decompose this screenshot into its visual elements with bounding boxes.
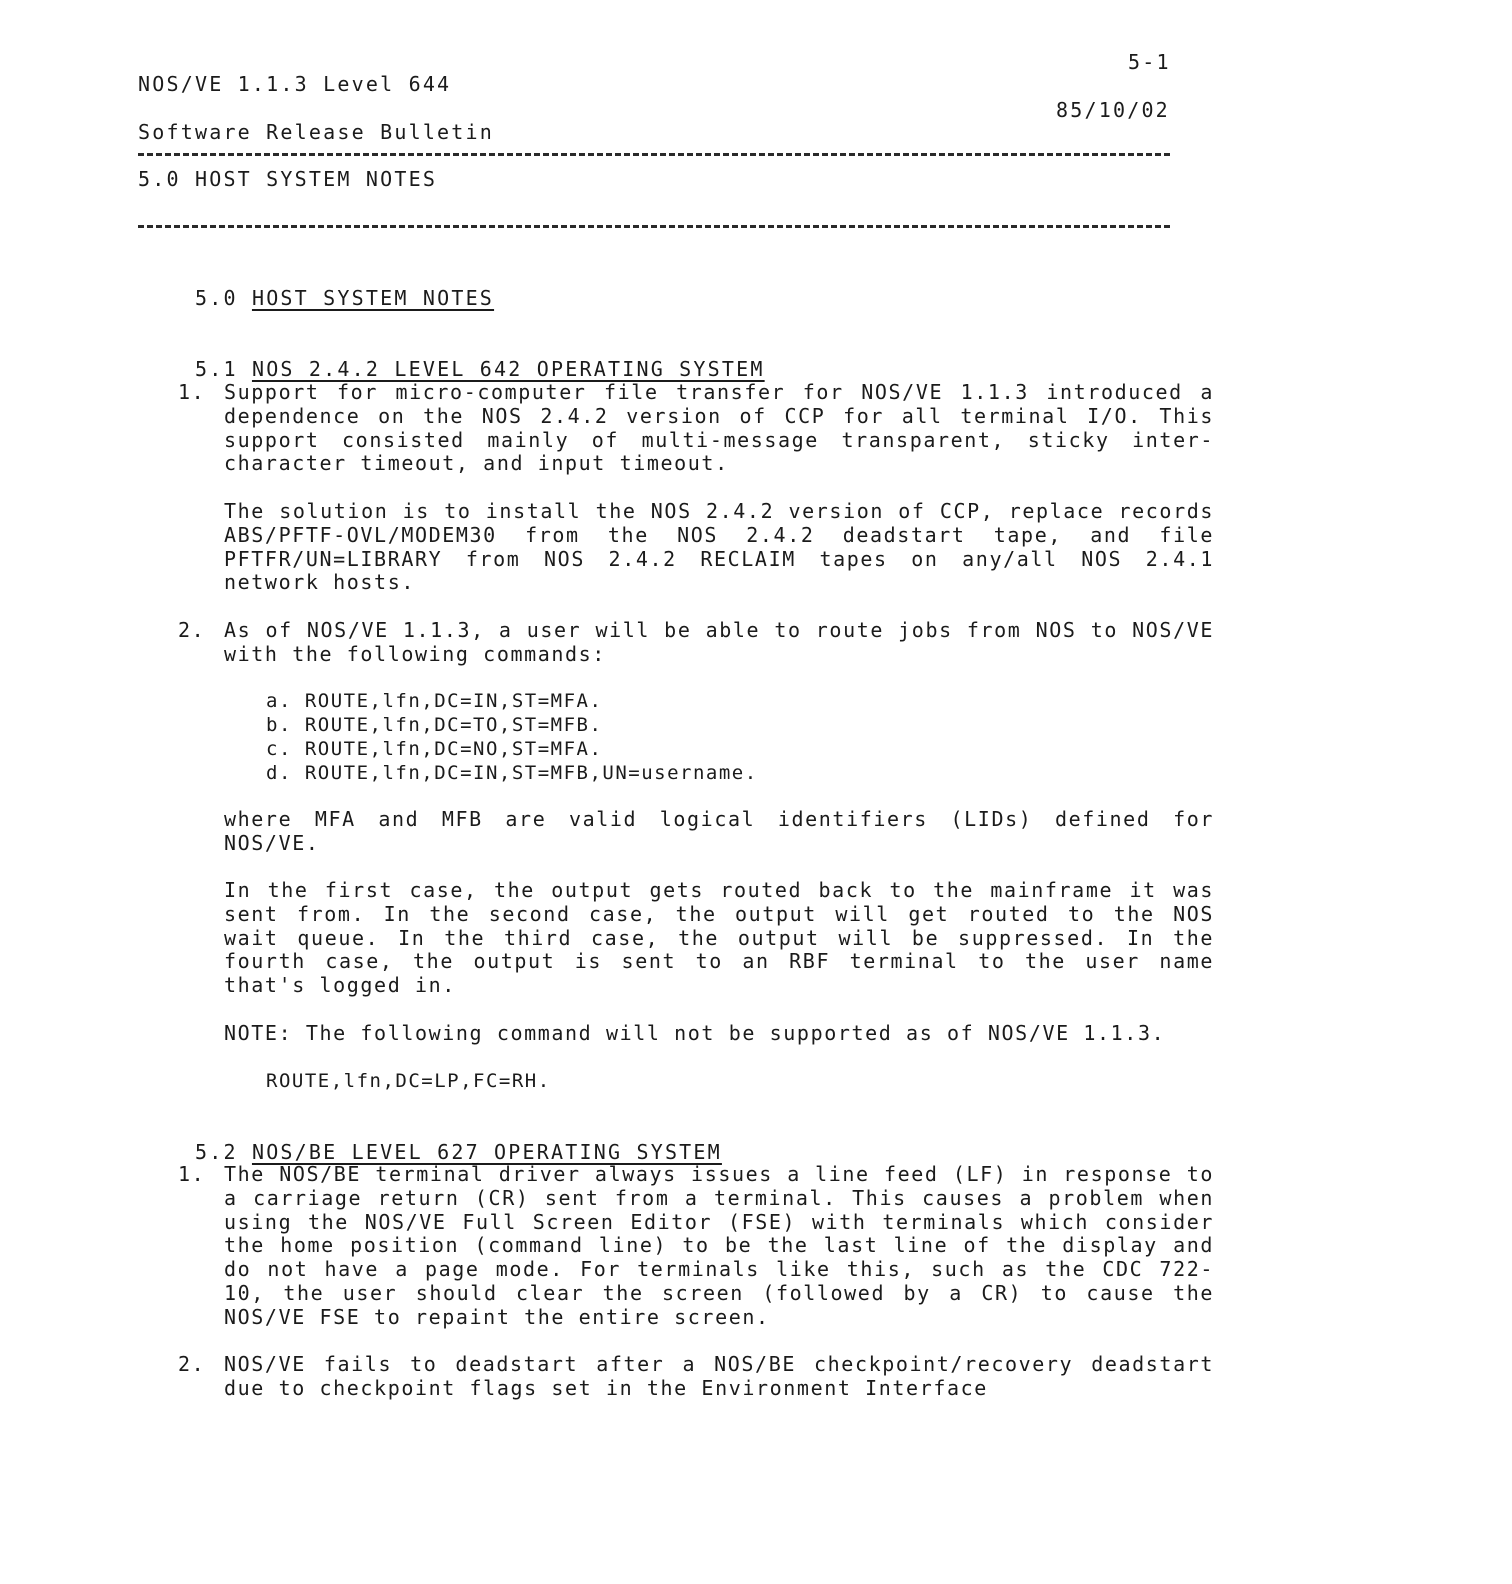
document-title: Software Release Bulletin bbox=[138, 120, 495, 144]
running-section-title: 5.0 HOST SYSTEM NOTES bbox=[138, 167, 438, 191]
product-version: NOS/VE 1.1.3 Level 644 bbox=[138, 72, 452, 96]
subsection-number: 5.1 bbox=[194, 357, 238, 381]
paragraph: The solution is to install the NOS 2.4.2 version of CCP, replace records ABS/PFTF-OVL/MODEM30 from the NOS 2.4.2 deadstart tape, and file PFTFR/UN=LIBRARY from NOS 2.4.2 RECLAIM tapes on any/all NOS 2.4.1 network hosts. bbox=[224, 499, 1214, 595]
paragraph: Support for micro-computer file transfer for NOS/VE 1.1.3 introduced a dependence on the NOS 2.4.2 version of CCP for all terminal I/O. This support consisted mainly of multi-message transparent, sticky inter-character timeout, and input timeout. bbox=[224, 380, 1214, 476]
route-command-b: b. ROUTE,lfn,DC=TO,ST=MFB. bbox=[266, 714, 603, 736]
paragraph: The NOS/BE terminal driver always issues a line feed (LF) in response to a carriage return (CR) sent from a terminal. This causes a problem when using the NOS/VE Full Screen Editor (FSE) with terminals which consider the home position (command line) to be the last line of the display and do not have a page mode. For terminals like this, such as the CDC 722-10, the user should clear the screen (followed by a CR) to cause the NOS/VE FSE to repaint the entire screen. bbox=[224, 1162, 1214, 1329]
note-command: ROUTE,lfn,DC=LP,FC=RH. bbox=[266, 1070, 551, 1092]
list-number: 2. bbox=[178, 1352, 206, 1376]
paragraph: In the first case, the output gets routed back to the mainframe it was sent from. In the second case, the output will get routed to the NOS wait queue. In the third case, the output will be suppressed. In the fourth case, the output is sent to an RBF terminal to the user name that's logged in. bbox=[224, 878, 1214, 998]
list-number: 1. bbox=[178, 1162, 206, 1186]
note: NOTE: The following command will not be supported as of NOS/VE 1.1.3. bbox=[224, 1021, 1166, 1045]
subsection-title: NOS/BE_LEVEL_627_OPERATING_SYSTEM bbox=[251, 1140, 722, 1164]
route-command-a: a. ROUTE,lfn,DC=IN,ST=MFA. bbox=[266, 690, 603, 712]
section-number: 5.0 bbox=[194, 286, 238, 310]
route-command-d: d. ROUTE,lfn,DC=IN,ST=MFB,UN=username. bbox=[266, 762, 758, 784]
list-number: 1. bbox=[178, 380, 206, 404]
list-number: 2. bbox=[178, 618, 206, 642]
paragraph: As of NOS/VE 1.1.3, a user will be able to route jobs from NOS to NOS/VE with the following commands: bbox=[224, 618, 1214, 666]
subsection-number: 5.2 bbox=[194, 1140, 238, 1164]
header-rule-bottom bbox=[138, 225, 1170, 228]
header-rule-top bbox=[138, 153, 1170, 156]
subsection-title: NOS_2.4.2_LEVEL_642_OPERATING_SYSTEM bbox=[251, 357, 765, 381]
page-number: 5-1 bbox=[1128, 50, 1171, 74]
paragraph: where MFA and MFB are valid logical identifiers (LIDs) defined for NOS/VE. bbox=[224, 807, 1214, 855]
release-date: 85/10/02 bbox=[1056, 98, 1170, 122]
section-title: HOST_SYSTEM_NOTES bbox=[251, 286, 495, 310]
route-command-c: c. ROUTE,lfn,DC=NO,ST=MFA. bbox=[266, 738, 603, 760]
section-heading bbox=[138, 262, 494, 334]
paragraph: NOS/VE fails to deadstart after a NOS/BE checkpoint/recovery deadstart due to checkpoint flags set in the Environment Interface bbox=[224, 1352, 1214, 1400]
